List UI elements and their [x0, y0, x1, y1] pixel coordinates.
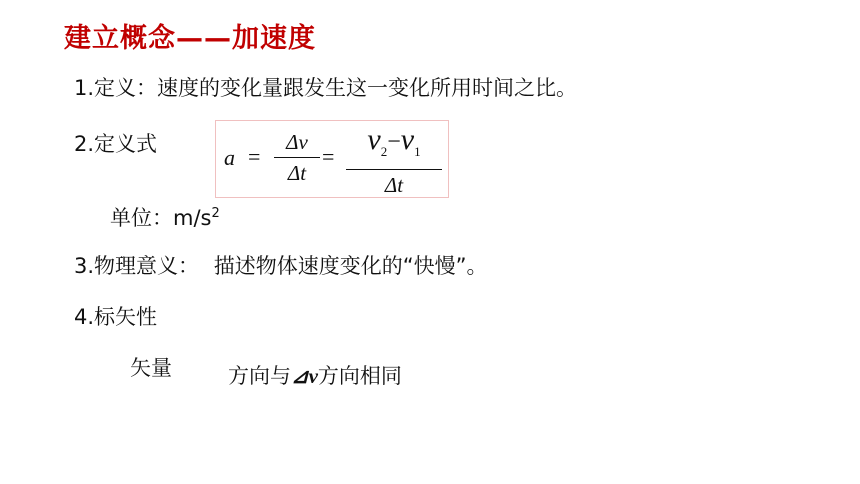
direction-line	[228, 362, 402, 390]
vector-label: 4.标矢性	[74, 305, 158, 329]
delta-v-symbol: ⊿v	[291, 364, 318, 388]
meaning-text: 描述物体速度变化的“快慢”。	[213, 254, 488, 278]
symbol-v2: v	[367, 123, 381, 156]
slide-title: 建立概念——加速度	[64, 23, 316, 54]
formula-lhs: a	[224, 145, 235, 170]
formula-box	[215, 120, 449, 198]
fraction-v2-minus-v1-over-delta-t	[346, 125, 442, 198]
formula-eq-2: =	[322, 144, 335, 169]
symbol-v1: v	[400, 123, 415, 156]
unit-exponent: 2	[211, 206, 220, 221]
unit-line	[110, 200, 220, 232]
fraction-numerator-v	[346, 125, 442, 167]
subscript-2: 2	[380, 144, 388, 159]
formula-eq-1: =	[248, 144, 261, 169]
fraction-bar-2	[346, 169, 442, 170]
meaning-line	[74, 252, 488, 280]
fraction-delta-v-over-delta-t	[274, 129, 320, 186]
vector-word: 矢量	[130, 356, 172, 380]
fraction-denominator-2: Δt	[384, 173, 404, 197]
fraction-numerator: Δv	[286, 130, 308, 154]
subscript-1: 1	[414, 144, 421, 159]
fraction-bar	[274, 157, 320, 158]
definition-text: 1.定义：速度的变化量跟发生这一变化所用时间之比。	[74, 76, 578, 100]
meaning-label: 3.物理意义：	[74, 254, 200, 278]
formula-label: 2.定义式	[74, 132, 158, 156]
direction-post: 方向相同	[317, 364, 402, 388]
unit-label: 单位：m/s	[110, 206, 212, 230]
direction-pre: 方向与	[228, 364, 291, 388]
minus-sign: −	[387, 129, 401, 155]
fraction-denominator: Δt	[287, 161, 307, 185]
